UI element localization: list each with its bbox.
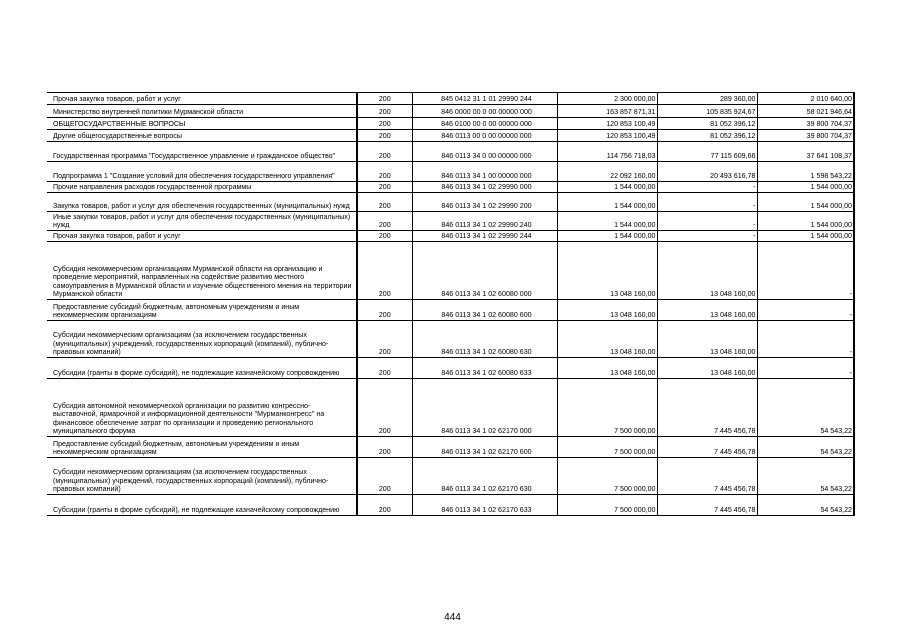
row-name-cell: Субсидия автономной некоммерческой организации по развитию конгрессно-выставочной, ярмарочной и информационной деятельности "Мурманконгресс" на финансовое обеспечение затрат по организации и проведению регионального муниципального форума bbox=[47, 379, 357, 437]
row-name-cell: Прочая закупка товаров, работ и услуг bbox=[47, 93, 357, 105]
row-code-cell: 200 bbox=[357, 242, 412, 300]
row-approved-cell: 7 500 000,00 bbox=[557, 495, 657, 516]
row-code-cell: 200 bbox=[357, 142, 412, 162]
row-kbk-cell: 846 0113 00 0 00 00000 000 bbox=[412, 130, 557, 142]
row-code-cell: 200 bbox=[357, 93, 412, 105]
row-executed-cell: 7 445 456,78 bbox=[657, 495, 757, 516]
row-executed-cell: 105 835 924,67 bbox=[657, 105, 757, 118]
row-kbk-cell: 846 0113 34 1 02 60080 633 bbox=[412, 358, 557, 379]
row-code-cell: 200 bbox=[357, 437, 412, 458]
row-unexecuted-cell: 39 800 704,37 bbox=[757, 130, 854, 142]
row-name-cell: Субсидии (гранты в форме субсидий), не подлежащие казначейскому сопровождению bbox=[47, 495, 357, 516]
row-executed-cell: - bbox=[657, 231, 757, 242]
row-name-cell: Предоставление субсидий бюджетным, автономным учреждениям и иным некоммерческим организациям bbox=[47, 300, 357, 321]
row-executed-cell: 7 445 456,78 bbox=[657, 437, 757, 458]
row-unexecuted-cell: 54 543,22 bbox=[757, 495, 854, 516]
table-row bbox=[47, 300, 854, 321]
table-row bbox=[47, 437, 854, 458]
row-unexecuted-cell: 39 800 704,37 bbox=[757, 118, 854, 130]
row-kbk-cell: 846 0113 34 1 02 29990 240 bbox=[412, 212, 557, 231]
row-code-cell: 200 bbox=[357, 379, 412, 437]
row-approved-cell: 7 500 000,00 bbox=[557, 437, 657, 458]
row-name-cell: Иные закупки товаров, работ и услуг для обеспечения государственных (муниципальных) нужд bbox=[47, 212, 357, 231]
row-code-cell: 200 bbox=[357, 300, 412, 321]
table-row bbox=[47, 242, 854, 300]
row-executed-cell: 13 048 160,00 bbox=[657, 300, 757, 321]
row-unexecuted-cell: - bbox=[757, 300, 854, 321]
row-unexecuted-cell: 1 544 000,00 bbox=[757, 231, 854, 242]
row-approved-cell: 22 092 160,00 bbox=[557, 162, 657, 182]
row-name-cell: Государственная программа "Государственное управление и гражданское общество" bbox=[47, 142, 357, 162]
row-code-cell: 200 bbox=[357, 182, 412, 193]
row-approved-cell: 7 500 000,00 bbox=[557, 379, 657, 437]
row-approved-cell: 120 853 100,49 bbox=[557, 130, 657, 142]
table-row bbox=[47, 130, 854, 142]
row-code-cell: 200 bbox=[357, 162, 412, 182]
table-row bbox=[47, 193, 854, 212]
row-executed-cell: 7 445 456,78 bbox=[657, 379, 757, 437]
row-approved-cell: 163 857 871,31 bbox=[557, 105, 657, 118]
row-unexecuted-cell: 37 641 108,37 bbox=[757, 142, 854, 162]
row-kbk-cell: 845 0412 31 1 01 29990 244 bbox=[412, 93, 557, 105]
row-executed-cell: 20 493 616,78 bbox=[657, 162, 757, 182]
row-unexecuted-cell: 1 598 543,22 bbox=[757, 162, 854, 182]
row-executed-cell: 81 052 396,12 bbox=[657, 130, 757, 142]
row-executed-cell: 81 052 396,12 bbox=[657, 118, 757, 130]
row-name-cell: Предоставление субсидий бюджетным, автономным учреждениям и иным некоммерческим организациям bbox=[47, 437, 357, 458]
row-approved-cell: 120 853 100,49 bbox=[557, 118, 657, 130]
table-row bbox=[47, 358, 854, 379]
row-executed-cell: 7 445 456,78 bbox=[657, 458, 757, 495]
row-kbk-cell: 846 0113 34 1 02 62170 000 bbox=[412, 379, 557, 437]
row-code-cell: 200 bbox=[357, 321, 412, 358]
row-code-cell: 200 bbox=[357, 212, 412, 231]
row-approved-cell: 1 544 000,00 bbox=[557, 231, 657, 242]
row-kbk-cell: 846 0113 34 1 02 62170 600 bbox=[412, 437, 557, 458]
row-unexecuted-cell: 54 543,22 bbox=[757, 458, 854, 495]
row-code-cell: 200 bbox=[357, 193, 412, 212]
table-row bbox=[47, 162, 854, 182]
table-row bbox=[47, 495, 854, 516]
row-unexecuted-cell: - bbox=[757, 358, 854, 379]
table-row bbox=[47, 231, 854, 242]
row-approved-cell: 1 544 000,00 bbox=[557, 193, 657, 212]
page-number: 444 bbox=[444, 612, 461, 623]
row-executed-cell: 13 048 160,00 bbox=[657, 321, 757, 358]
table-row bbox=[47, 212, 854, 231]
row-unexecuted-cell: - bbox=[757, 242, 854, 300]
row-code-cell: 200 bbox=[357, 130, 412, 142]
row-unexecuted-cell: 1 544 000,00 bbox=[757, 193, 854, 212]
row-executed-cell: 13 048 160,00 bbox=[657, 242, 757, 300]
table-row bbox=[47, 93, 854, 105]
row-code-cell: 200 bbox=[357, 231, 412, 242]
row-executed-cell: 77 115 609,66 bbox=[657, 142, 757, 162]
budget-table bbox=[47, 92, 855, 516]
row-kbk-cell: 846 0100 00 0 00 00000 000 bbox=[412, 118, 557, 130]
row-code-cell: 200 bbox=[357, 495, 412, 516]
row-approved-cell: 13 048 160,00 bbox=[557, 300, 657, 321]
row-name-cell: ОБЩЕГОСУДАРСТВЕННЫЕ ВОПРОСЫ bbox=[47, 118, 357, 130]
row-approved-cell: 13 048 160,00 bbox=[557, 242, 657, 300]
row-kbk-cell: 846 0113 34 0 00 00000 000 bbox=[412, 142, 557, 162]
row-approved-cell: 114 756 718,03 bbox=[557, 142, 657, 162]
row-approved-cell: 13 048 160,00 bbox=[557, 321, 657, 358]
row-kbk-cell: 846 0113 34 1 02 29990 244 bbox=[412, 231, 557, 242]
row-kbk-cell: 846 0113 34 1 00 00000 000 bbox=[412, 162, 557, 182]
row-kbk-cell: 846 0113 34 1 02 60080 000 bbox=[412, 242, 557, 300]
row-kbk-cell: 846 0000 00 0 00 00000 000 bbox=[412, 105, 557, 118]
row-executed-cell: - bbox=[657, 182, 757, 193]
row-unexecuted-cell: - bbox=[757, 321, 854, 358]
row-executed-cell: - bbox=[657, 193, 757, 212]
row-executed-cell: 13 048 160,00 bbox=[657, 358, 757, 379]
row-kbk-cell: 846 0113 34 1 02 60080 630 bbox=[412, 321, 557, 358]
row-unexecuted-cell: 54 543,22 bbox=[757, 379, 854, 437]
row-kbk-cell: 846 0113 34 1 02 60080 600 bbox=[412, 300, 557, 321]
table-row bbox=[47, 321, 854, 358]
row-name-cell: Субсидии (гранты в форме субсидий), не подлежащие казначейскому сопровождению bbox=[47, 358, 357, 379]
row-approved-cell: 13 048 160,00 bbox=[557, 358, 657, 379]
row-executed-cell: - bbox=[657, 212, 757, 231]
row-code-cell: 200 bbox=[357, 358, 412, 379]
row-code-cell: 200 bbox=[357, 118, 412, 130]
row-kbk-cell: 846 0113 34 1 02 29990 000 bbox=[412, 182, 557, 193]
table-row bbox=[47, 142, 854, 162]
table-row bbox=[47, 118, 854, 130]
row-unexecuted-cell: 54 543,22 bbox=[757, 437, 854, 458]
row-name-cell: Прочие направления расходов государственной программы bbox=[47, 182, 357, 193]
row-name-cell: Субсидии некоммерческим организациям (за исключением государственных (муниципальных) учреждений, государственных корпораций (компаний), публично-правовых компаний) bbox=[47, 458, 357, 495]
row-unexecuted-cell: 58 021 946,64 bbox=[757, 105, 854, 118]
row-kbk-cell: 846 0113 34 1 02 62170 630 bbox=[412, 458, 557, 495]
row-unexecuted-cell: 1 544 000,00 bbox=[757, 182, 854, 193]
row-kbk-cell: 846 0113 34 1 02 62170 633 bbox=[412, 495, 557, 516]
row-name-cell: Прочая закупка товаров, работ и услуг bbox=[47, 231, 357, 242]
row-approved-cell: 1 544 000,00 bbox=[557, 212, 657, 231]
table-row bbox=[47, 379, 854, 437]
row-approved-cell: 1 544 000,00 bbox=[557, 182, 657, 193]
row-name-cell: Субсидии некоммерческим организациям (за исключением государственных (муниципальных) учреждений, государственных корпораций (компаний), публично-правовых компаний) bbox=[47, 321, 357, 358]
row-unexecuted-cell: 2 010 640,00 bbox=[757, 93, 854, 105]
row-kbk-cell: 846 0113 34 1 02 29990 200 bbox=[412, 193, 557, 212]
row-name-cell: Субсидия некоммерческим организациям Мурманской области на организацию и проведение мероприятий, направленных на содействие развитию местного самоуправления в Мурманской области и изучение общественного мнения на территории Мурманской области bbox=[47, 242, 357, 300]
row-approved-cell: 2 300 000,00 bbox=[557, 93, 657, 105]
row-name-cell: Министерство внутренней политики Мурманской области bbox=[47, 105, 357, 118]
row-name-cell: Другие общегосударственные вопросы bbox=[47, 130, 357, 142]
table-row bbox=[47, 182, 854, 193]
row-unexecuted-cell: 1 544 000,00 bbox=[757, 212, 854, 231]
row-name-cell: Подпрограмма 1 "Создание условий для обеспечения государственного управления" bbox=[47, 162, 357, 182]
row-code-cell: 200 bbox=[357, 105, 412, 118]
row-code-cell: 200 bbox=[357, 458, 412, 495]
table-row bbox=[47, 458, 854, 495]
row-executed-cell: 289 360,00 bbox=[657, 93, 757, 105]
row-name-cell: Закупка товаров, работ и услуг для обеспечения государственных (муниципальных) нужд bbox=[47, 193, 357, 212]
row-approved-cell: 7 500 000,00 bbox=[557, 458, 657, 495]
table-row bbox=[47, 105, 854, 118]
